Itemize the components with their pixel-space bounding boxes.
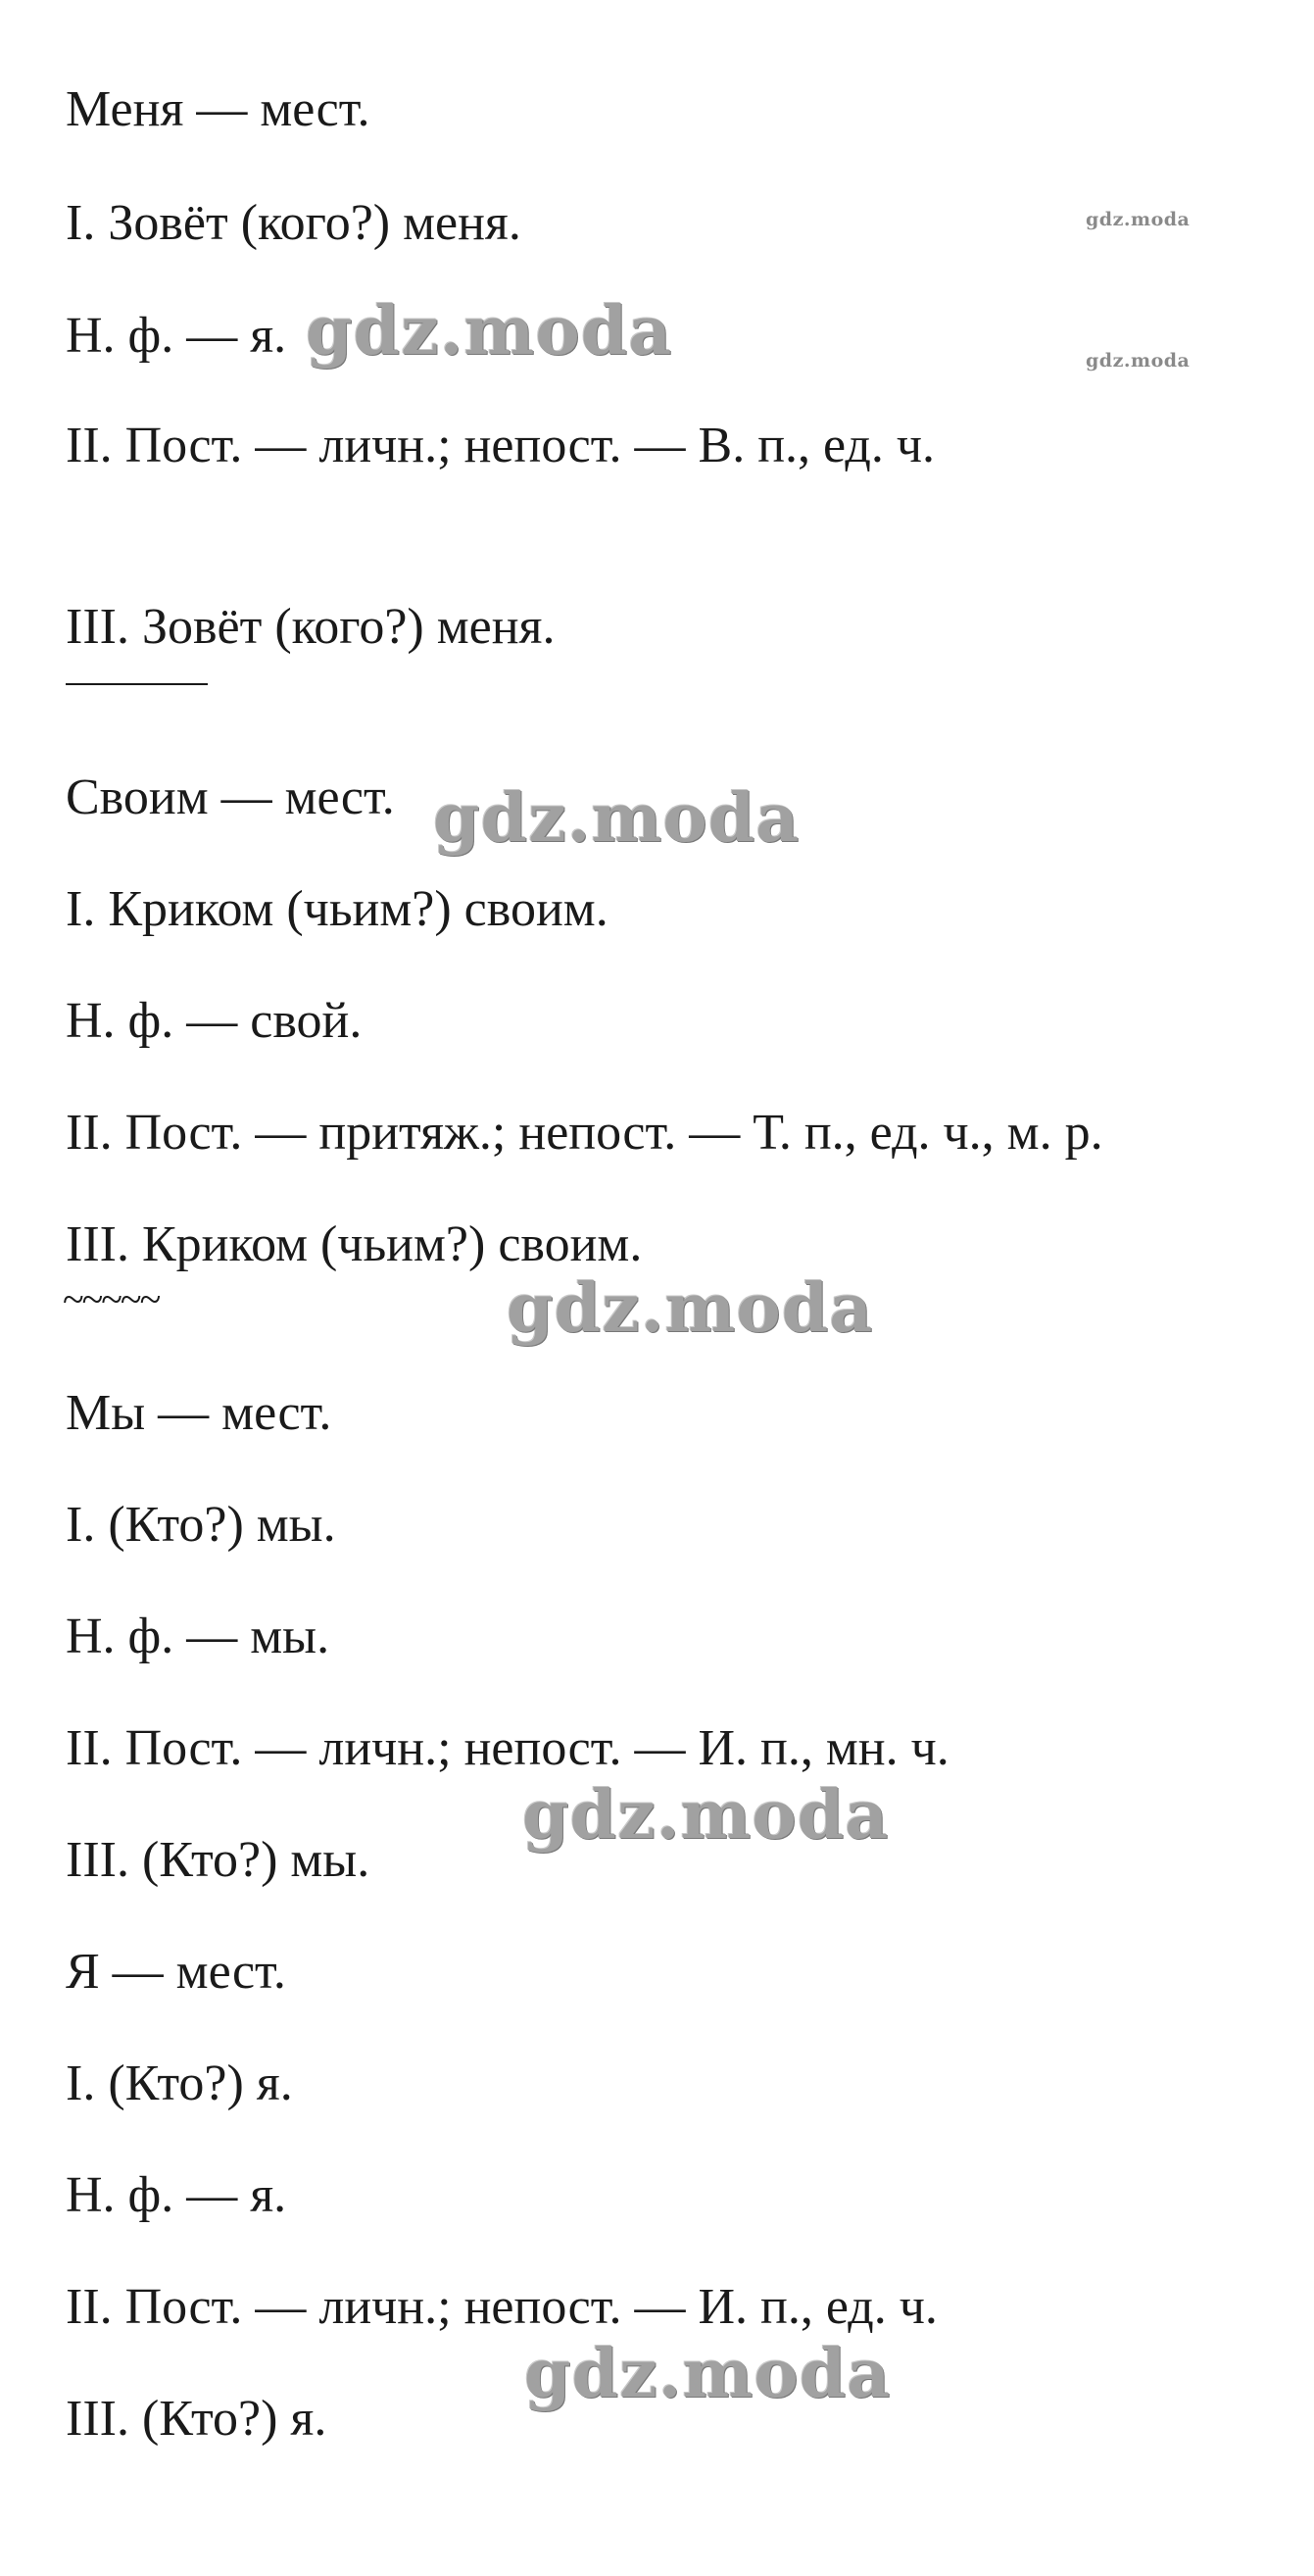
- text-line: Я — мест.: [66, 1944, 286, 2000]
- watermark-large: gdz.moda: [433, 779, 801, 858]
- text-line: I. Зовёт (кого?) меня.: [66, 195, 521, 251]
- text-line: II. Пост. — личн.; непост. — И. п., мн. ч.: [66, 1720, 949, 1776]
- text-line: Н. ф. — я.: [66, 2167, 287, 2223]
- text-line: II. Пост. — притяж.; непост. — Т. п., ед. ч., м. р.: [66, 1105, 1103, 1161]
- text-line: III. Зовёт (кого?) меня.: [66, 599, 556, 655]
- wavy-underline-mark: ~~~~~: [63, 1277, 160, 1321]
- text-line: II. Пост. — личн.; непост. — В. п., ед. ч.: [66, 418, 936, 473]
- text-line: III. (Кто?) мы.: [66, 1832, 370, 1888]
- text-line: Н. ф. — мы.: [66, 1609, 330, 1664]
- text-line: III. (Кто?) я.: [66, 2391, 327, 2447]
- watermark-small: gdz.moda: [1086, 350, 1191, 372]
- watermark-small: gdz.moda: [1086, 209, 1191, 230]
- watermark-large: gdz.moda: [524, 2335, 892, 2413]
- text-line: I. (Кто?) я.: [66, 2056, 293, 2111]
- text-line: Н. ф. — я.: [66, 308, 287, 364]
- text-line: I. (Кто?) мы.: [66, 1497, 336, 1553]
- underline-mark: [66, 683, 208, 685]
- text-line: Мы — мест.: [66, 1385, 332, 1441]
- watermark-large: gdz.moda: [522, 1776, 890, 1855]
- text-line: Н. ф. — свой.: [66, 993, 363, 1049]
- text-line: Своим — мест.: [66, 769, 395, 825]
- watermark-large: gdz.moda: [507, 1269, 874, 1348]
- text-line: II. Пост. — личн.; непост. — И. п., ед. ч.: [66, 2279, 938, 2335]
- text-line: I. Криком (чьим?) своим.: [66, 881, 608, 937]
- watermark-large: gdz.moda: [306, 292, 673, 371]
- text-line: Меня — мест.: [66, 81, 370, 137]
- text-line: III. Криком (чьим?) своим.: [66, 1216, 643, 1272]
